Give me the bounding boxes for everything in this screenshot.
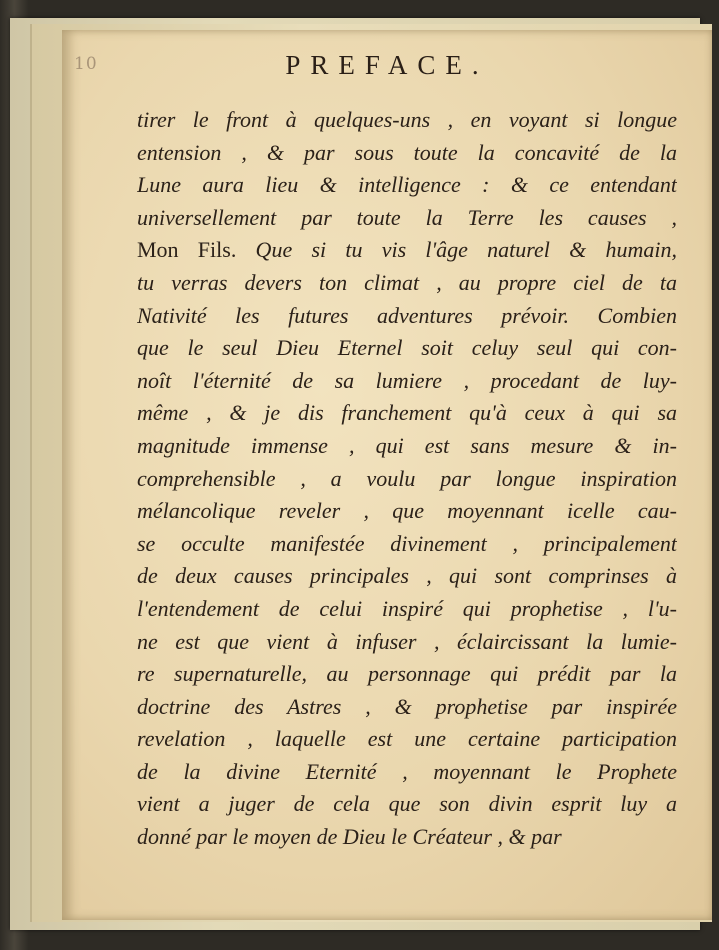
text-line	[137, 788, 677, 821]
text-line	[137, 104, 677, 137]
text-line-content: donné par le moyen de Dieu le Créateur , & par	[137, 824, 562, 850]
text-line-content: universellement par toute la Terre les causes ,	[137, 204, 677, 230]
text-line-content: comprehensible , a voulu par longue inspiration	[137, 465, 677, 491]
body-text	[137, 104, 677, 854]
page-number: 10	[74, 54, 98, 74]
text-line	[137, 756, 677, 789]
text-line	[137, 430, 677, 463]
text-line-content: re supernaturelle, au personnage qui prédit par la	[137, 661, 677, 687]
text-line-content: tu verras devers ton climat , au propre ciel de ta	[137, 269, 677, 295]
text-line	[137, 300, 677, 333]
text-line	[137, 626, 677, 659]
text-line	[137, 397, 677, 430]
text-line	[137, 267, 677, 300]
salutation: Mon Fils.	[137, 237, 237, 263]
text-line-content: ne est que vient à infuser , éclaircissant la lumie-	[137, 628, 677, 654]
text-line-content: de deux causes principales , qui sont comprinses à	[137, 563, 677, 589]
text-line	[137, 365, 677, 398]
text-line-content: vient a juger de cela que son divin esprit luy a	[137, 791, 677, 817]
text-line	[137, 169, 677, 202]
text-line	[137, 528, 677, 561]
text-line	[137, 658, 677, 691]
text-line-content: entension , & par sous toute la concavité de la	[137, 139, 677, 165]
text-line-content: Que si tu vis l'âge naturel & humain,	[236, 237, 677, 263]
text-line-content: mélancolique reveler , que moyennant icelle cau-	[137, 498, 677, 524]
text-line-content: Nativité les futures adventures prévoir. Combien	[137, 302, 677, 328]
text-line-content: magnitude immense , qui est sans mesure & in-	[137, 432, 677, 458]
text-line-content: revelation , laquelle est une certaine participation	[137, 726, 677, 752]
text-line-content: de la divine Eternité , moyennant le Prophete	[137, 758, 677, 784]
text-line	[137, 723, 677, 756]
text-line-content: l'entendement de celui inspiré qui prophetise , l'u-	[137, 595, 677, 621]
text-line	[137, 332, 677, 365]
text-line	[137, 234, 677, 267]
text-line-content: se occulte manifestée divinement , principalement	[137, 530, 677, 556]
text-line-content: doctrine des Astres , & prophetise par inspirée	[137, 693, 677, 719]
text-line-content: noît l'éternité de sa lumiere , procedant de luy-	[137, 367, 677, 393]
text-line-content: Lune aura lieu & intelligence : & ce entendant	[137, 172, 677, 198]
text-line-content: tirer le front à quelques-uns , en voyant si longue	[137, 107, 677, 132]
text-line	[137, 202, 677, 235]
text-line	[137, 821, 677, 854]
text-line	[137, 463, 677, 496]
text-line	[137, 593, 677, 626]
text-line	[137, 691, 677, 724]
text-line-content: que le seul Dieu Eternel soit celuy seul qui con-	[137, 335, 677, 361]
page	[62, 30, 712, 920]
text-line-content: même , & je dis franchement qu'à ceux à qui sa	[137, 400, 677, 426]
text-line	[137, 137, 677, 170]
text-line	[137, 495, 677, 528]
text-line	[137, 560, 677, 593]
running-title: PREFACE.	[285, 50, 489, 80]
